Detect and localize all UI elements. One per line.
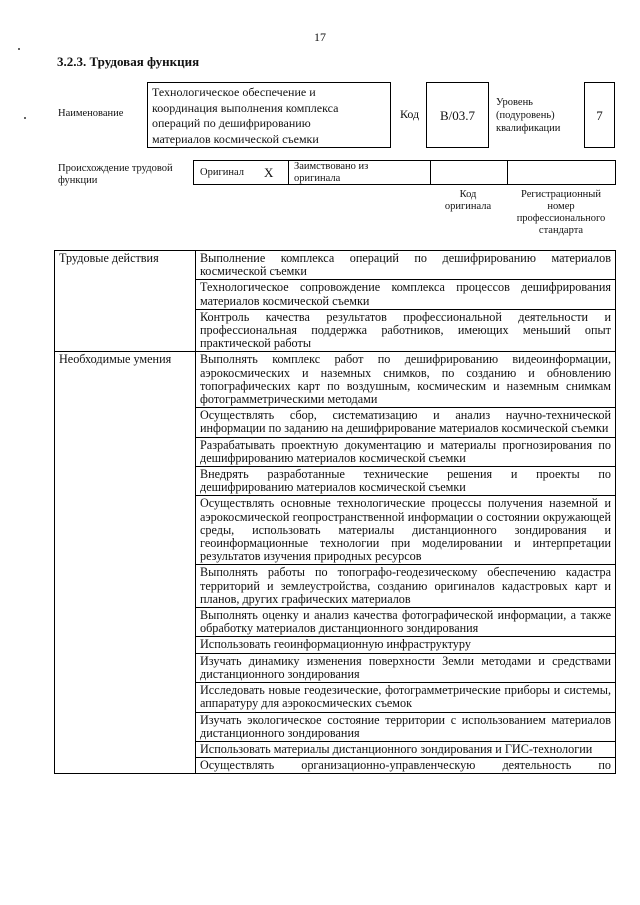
- origin-label: [58, 163, 173, 187]
- skill-cell: Исследовать новые геодезические, фотограмметрические приборы и системы, аппаратуру для аэрокосмических съемок: [196, 683, 616, 712]
- borrowed-label: [294, 161, 368, 185]
- skill-cell: Осуществлять основные технологические процессы получения наземной и аэрокосмической геопространственной информации о состоянии окружающей среды, использовать материалы дистанционного зондирования и геоинформационные технологии при моделировании и интерпретации результатов изучения природных ресурсов: [196, 496, 616, 565]
- reg-number-caption-line: профессионального: [516, 213, 606, 224]
- reg-number-caption-line: Регистрационный: [521, 189, 601, 200]
- name-label: Наименование: [58, 108, 124, 119]
- reg-number-caption-line: стандарта: [538, 225, 584, 236]
- origin-divider: [430, 161, 431, 184]
- skill-cell: Выполнять оценку и анализ качества фотографической информации, а также обработку материалов дистанционного зондирования: [196, 608, 616, 637]
- skill-cell: Изучать экологическое состояние территории с использованием материалов дистанционного зондирования: [196, 712, 616, 741]
- function-name-line: координация выполнения комплекса: [152, 100, 339, 115]
- skill-cell: Внедрять разработанные технические решения и проекты по дешифрированию материалов космической съемки: [196, 467, 616, 496]
- origin-divider: [507, 161, 508, 184]
- labor-function-table: [54, 250, 616, 774]
- skill-cell: Выполнять комплекс работ по дешифрированию видеоинформации, аэрокосмических и наземных снимков, по созданию и обновлению топографических карт по воздушным, космическим и наземным снимкам фотограмметрическими методами: [196, 352, 616, 408]
- code-original-caption: [430, 189, 506, 213]
- labor-action-cell: Контроль качества результатов профессиональной деятельности и профессиональная поддержка работников, имеющих меньший опыт практической работы: [196, 309, 616, 352]
- level-label-line: Уровень: [496, 97, 533, 108]
- skill-cell: Осуществлять организационно-управленческую деятельность по: [196, 758, 616, 774]
- function-name-line: операций по дешифрированию: [152, 116, 311, 130]
- labor-actions-label: Трудовые действия: [55, 251, 196, 352]
- origin-label-line: функции: [58, 175, 98, 186]
- table-row: [55, 352, 616, 408]
- section-title: 3.2.3. Трудовая функция: [57, 54, 200, 69]
- level-label: [496, 96, 560, 135]
- code-value: B/03.7: [426, 82, 489, 148]
- level-label-line: квалификации: [496, 123, 561, 134]
- reg-number-caption-line: номер: [547, 201, 575, 212]
- code-label: Код: [400, 107, 420, 121]
- table-row: [55, 251, 616, 280]
- borrowed-label-line: Заимствовано из: [294, 161, 369, 172]
- origin-label-line: Происхождение трудовой: [58, 163, 173, 174]
- origin-divider: [288, 161, 289, 184]
- skill-cell: Использовать геоинформационную инфраструктуру: [196, 637, 616, 653]
- skills-label: Необходимые умения: [55, 352, 196, 774]
- skill-cell: Разрабатывать проектную документацию и материалы прогнозирования по дешифрированию материалов космической съемки: [196, 437, 616, 466]
- original-label: Оригинал: [200, 167, 244, 178]
- origin-table: [193, 160, 616, 185]
- scan-speck: [24, 117, 26, 119]
- function-name-line: Технологическое обеспечение и: [152, 85, 316, 99]
- original-mark: X: [264, 165, 274, 180]
- skill-cell: Использовать материалы дистанционного зондирования и ГИС-технологии: [196, 741, 616, 757]
- skill-cell: Изучать динамику изменения поверхности Земли методами и средствами дистанционного зондирования: [196, 653, 616, 682]
- function-name-box: [147, 82, 391, 148]
- code-original-caption-line: оригинала: [444, 201, 492, 212]
- page-number: 17: [314, 30, 326, 44]
- level-value: 7: [584, 82, 615, 148]
- borrowed-label-line: оригинала: [294, 173, 341, 184]
- code-original-caption-line: Код: [459, 189, 477, 200]
- skill-cell: Осуществлять сбор, систематизацию и анализ научно-технической информации по заданию на дешифрирование материалов космической съемки: [196, 408, 616, 437]
- labor-action-cell: Выполнение комплекса операций по дешифрированию материалов космической съемки: [196, 251, 616, 280]
- labor-action-cell: Технологическое сопровождение комплекса процессов дешифрирования материалов космической съемки: [196, 280, 616, 309]
- level-label-line: (подуровень): [496, 110, 555, 121]
- skill-cell: Выполнять работы по топографо-геодезическому обеспечению кадастра территорий и землеустройства, созданию оригиналов кадастровых карт и планов, других графических материалов: [196, 565, 616, 608]
- scan-speck: [18, 48, 20, 50]
- reg-number-caption: [506, 189, 616, 237]
- function-name-line: материалов космической съемки: [152, 131, 319, 146]
